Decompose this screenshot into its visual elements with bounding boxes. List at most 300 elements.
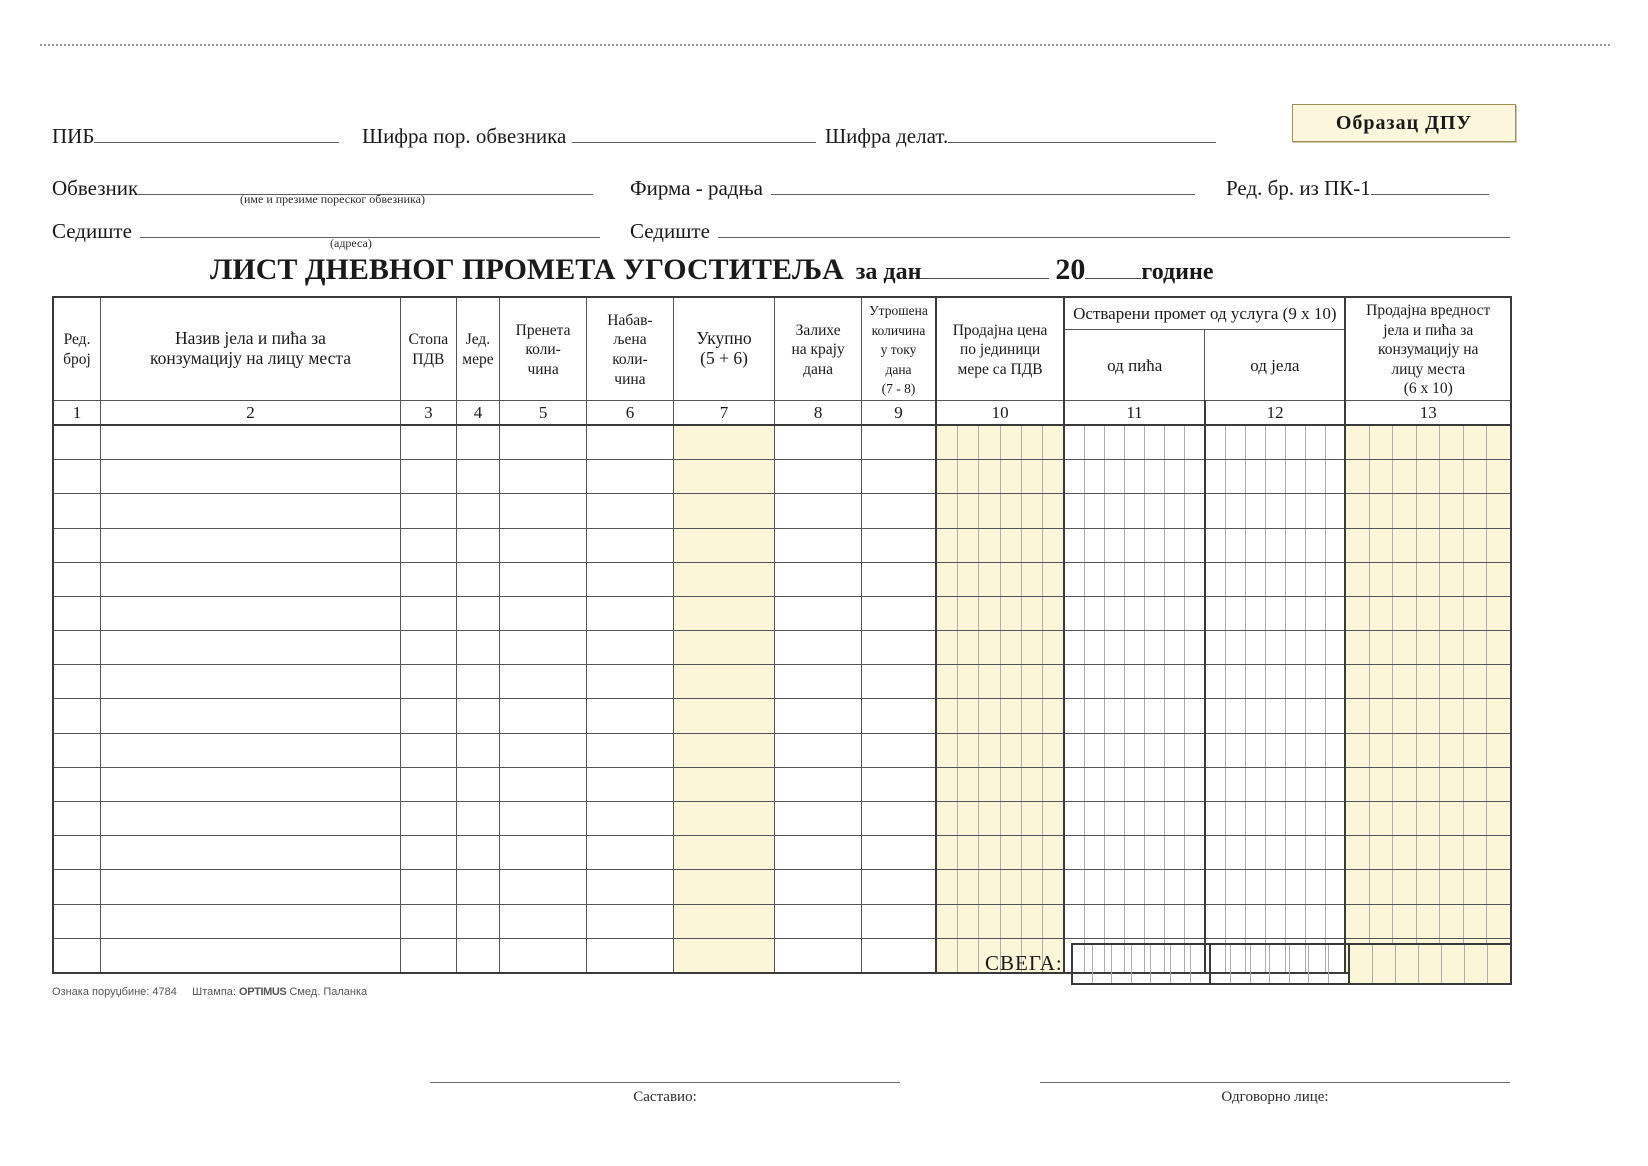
cell-col4[interactable] [456,460,499,494]
cell-col13[interactable] [1345,494,1511,528]
sub-cell[interactable] [1393,768,1417,801]
cell-col13[interactable] [1345,562,1511,596]
sub-cell[interactable] [1206,460,1226,493]
sub-cell[interactable] [1206,836,1226,869]
sub-cell[interactable] [1417,802,1441,835]
sub-cell[interactable] [1145,631,1165,664]
cell-col13[interactable] [1345,425,1511,460]
cell-col9[interactable] [862,596,936,630]
sub-cell[interactable] [1085,734,1105,767]
sub-cell[interactable] [1001,597,1022,630]
sub-cell[interactable] [1487,870,1510,903]
sub-cell[interactable] [1266,597,1286,630]
cell-col5[interactable] [500,836,587,870]
sub-cell[interactable] [1165,699,1185,732]
sub-cell[interactable] [958,529,979,562]
signature-responsible-line[interactable] [1040,1082,1510,1083]
cell-col3[interactable] [400,460,456,494]
sub-cell[interactable] [1417,563,1441,596]
cell-col8[interactable] [775,665,862,699]
cell-col3[interactable] [400,938,456,973]
cell-col1[interactable] [53,904,101,938]
sub-cell[interactable] [1464,905,1488,938]
sub-cell[interactable] [1073,945,1093,983]
sub-cell[interactable] [1065,631,1085,664]
cell-col11[interactable] [1064,767,1205,801]
sub-cell[interactable] [1226,426,1246,459]
cell-col7[interactable] [673,528,774,562]
sub-cell[interactable] [1001,836,1022,869]
cell-col9[interactable] [862,699,936,733]
sub-cell[interactable] [1001,460,1022,493]
sub-cell[interactable] [1393,802,1417,835]
sub-cell[interactable] [1105,460,1125,493]
cell-col3[interactable] [400,425,456,460]
sub-cell[interactable] [1370,665,1394,698]
sub-cell[interactable] [1266,836,1286,869]
sub-cell[interactable] [1001,768,1022,801]
sub-cell[interactable] [1464,563,1488,596]
cell-col4[interactable] [456,596,499,630]
cell-col13[interactable] [1345,733,1511,767]
sub-cell[interactable] [1464,426,1488,459]
sub-cell[interactable] [1165,836,1185,869]
sub-cell[interactable] [1226,768,1246,801]
sub-cell[interactable] [1145,529,1165,562]
cell-col13[interactable] [1345,904,1511,938]
sub-cell[interactable] [1022,836,1043,869]
sub-cell[interactable] [1105,426,1125,459]
sub-cell[interactable] [958,734,979,767]
sub-cell[interactable] [1226,870,1246,903]
cell-col2[interactable] [101,425,401,460]
sub-cell[interactable] [1185,426,1204,459]
sub-cell[interactable] [1417,631,1441,664]
cell-col5[interactable] [500,699,587,733]
sub-cell[interactable] [1145,836,1165,869]
sub-cell[interactable] [1206,631,1226,664]
cell-col12[interactable] [1205,665,1346,699]
cell-col12[interactable] [1205,802,1346,836]
sub-cell[interactable] [958,939,979,972]
sub-cell[interactable] [1001,563,1022,596]
cell-col13[interactable] [1345,836,1511,870]
signature-compiler-line[interactable] [430,1082,900,1083]
cell-col12[interactable] [1205,494,1346,528]
sub-cell[interactable] [1464,665,1488,698]
sub-cell[interactable] [1393,529,1417,562]
sub-cell[interactable] [1306,529,1326,562]
sub-cell[interactable] [1246,836,1266,869]
sub-cell[interactable] [1246,699,1266,732]
sub-cell[interactable] [1393,460,1417,493]
sub-cell[interactable] [1306,802,1326,835]
sub-cell[interactable] [1440,529,1464,562]
sub-cell[interactable] [1266,529,1286,562]
sub-cell[interactable] [1464,836,1488,869]
sub-cell[interactable] [1145,734,1165,767]
sub-cell[interactable] [1065,836,1085,869]
cell-col10[interactable] [936,562,1064,596]
sub-cell[interactable] [1465,945,1488,983]
sub-cell[interactable] [1487,460,1510,493]
sub-cell[interactable] [1326,699,1345,732]
sub-cell[interactable] [1306,870,1326,903]
sub-cell[interactable] [1464,631,1488,664]
cell-col4[interactable] [456,699,499,733]
cell-col11[interactable] [1064,802,1205,836]
sub-cell[interactable] [1326,870,1345,903]
sub-cell[interactable] [958,699,979,732]
sub-cell[interactable] [1286,699,1306,732]
sub-cell[interactable] [1326,631,1345,664]
sub-cell[interactable] [1350,945,1373,983]
cell-col8[interactable] [775,904,862,938]
cell-col1[interactable] [53,562,101,596]
cell-col8[interactable] [775,631,862,665]
sub-cell[interactable] [937,597,958,630]
cell-col5[interactable] [500,425,587,460]
sub-cell[interactable] [1266,426,1286,459]
sub-cell[interactable] [1085,597,1105,630]
sub-cell[interactable] [1442,945,1465,983]
sub-cell[interactable] [1286,768,1306,801]
sub-cell[interactable] [1065,768,1085,801]
sub-cell[interactable] [1185,529,1204,562]
cell-col11[interactable] [1064,562,1205,596]
sub-cell[interactable] [958,905,979,938]
sub-cell[interactable] [1246,597,1266,630]
cell-col11[interactable] [1064,733,1205,767]
sub-cell[interactable] [1346,734,1370,767]
cell-col13[interactable] [1345,870,1511,904]
field-pib-input[interactable] [94,127,339,143]
sub-cell[interactable] [1022,905,1043,938]
sub-cell[interactable] [1022,665,1043,698]
cell-col9[interactable] [862,425,936,460]
sub-cell[interactable] [1125,699,1145,732]
sub-cell[interactable] [1105,870,1125,903]
cell-col5[interactable] [500,767,587,801]
sub-cell[interactable] [1464,529,1488,562]
sub-cell[interactable] [1226,699,1246,732]
cell-col11[interactable] [1064,494,1205,528]
sub-cell[interactable] [1065,563,1085,596]
sub-cell[interactable] [1326,597,1345,630]
sub-cell[interactable] [1125,631,1145,664]
cell-col10[interactable] [936,425,1064,460]
cell-col6[interactable] [587,836,674,870]
cell-col10[interactable] [936,870,1064,904]
cell-col4[interactable] [456,767,499,801]
sub-cell[interactable] [1226,836,1246,869]
sub-cell[interactable] [1440,734,1464,767]
cell-col7[interactable] [673,425,774,460]
cell-col10[interactable] [936,460,1064,494]
sub-cell[interactable] [1125,563,1145,596]
cell-col7[interactable] [673,938,774,973]
sub-cell[interactable] [1346,768,1370,801]
cell-col6[interactable] [587,767,674,801]
cell-col10[interactable] [936,528,1064,562]
sub-cell[interactable] [979,836,1000,869]
cell-col3[interactable] [400,665,456,699]
sub-cell[interactable] [1487,802,1510,835]
sub-cell[interactable] [1393,734,1417,767]
cell-col3[interactable] [400,904,456,938]
sub-cell[interactable] [1440,836,1464,869]
sub-cell[interactable] [1488,945,1510,983]
sub-cell[interactable] [1001,870,1022,903]
sub-cell[interactable] [937,426,958,459]
sub-cell[interactable] [1093,945,1113,983]
sub-cell[interactable] [1211,945,1231,983]
sub-cell[interactable] [1487,426,1510,459]
cell-col5[interactable] [500,870,587,904]
sub-cell[interactable] [1105,494,1125,527]
cell-col7[interactable] [673,767,774,801]
sub-cell[interactable] [1370,836,1394,869]
cell-col5[interactable] [500,528,587,562]
cell-col8[interactable] [775,596,862,630]
sub-cell[interactable] [1246,426,1266,459]
sub-cell[interactable] [1105,665,1125,698]
sub-cell[interactable] [1286,734,1306,767]
sub-cell[interactable] [1165,870,1185,903]
sub-cell[interactable] [1022,699,1043,732]
cell-col13[interactable] [1345,665,1511,699]
cell-col4[interactable] [456,802,499,836]
sub-cell[interactable] [1125,426,1145,459]
sub-cell[interactable] [1346,870,1370,903]
sub-cell[interactable] [1022,597,1043,630]
cell-col6[interactable] [587,699,674,733]
sub-cell[interactable] [1165,665,1185,698]
cell-col10[interactable] [936,631,1064,665]
cell-col7[interactable] [673,494,774,528]
sub-cell[interactable] [1085,631,1105,664]
cell-col12[interactable] [1205,528,1346,562]
cell-col10[interactable] [936,733,1064,767]
sub-cell[interactable] [1001,905,1022,938]
sub-cell[interactable] [1043,802,1063,835]
cell-col9[interactable] [862,938,936,973]
sub-cell[interactable] [1185,494,1204,527]
sub-cell[interactable] [1246,802,1266,835]
sub-cell[interactable] [1306,563,1326,596]
cell-col1[interactable] [53,631,101,665]
cell-col5[interactable] [500,494,587,528]
cell-col12[interactable] [1205,870,1346,904]
sub-cell[interactable] [1306,494,1326,527]
sub-cell[interactable] [1464,494,1488,527]
sub-cell[interactable] [1022,631,1043,664]
sub-cell[interactable] [1185,870,1204,903]
cell-col3[interactable] [400,494,456,528]
sub-cell[interactable] [1226,905,1246,938]
cell-col13[interactable] [1345,699,1511,733]
cell-col9[interactable] [862,904,936,938]
sub-cell[interactable] [1145,597,1165,630]
sub-cell[interactable] [1306,460,1326,493]
sub-cell[interactable] [1246,734,1266,767]
sub-cell[interactable] [937,631,958,664]
sub-cell[interactable] [1266,460,1286,493]
sub-cell[interactable] [1231,945,1251,983]
sub-cell[interactable] [958,870,979,903]
sub-cell[interactable] [1226,563,1246,596]
cell-col2[interactable] [101,596,401,630]
sub-cell[interactable] [1306,836,1326,869]
cell-col6[interactable] [587,494,674,528]
sub-cell[interactable] [1145,494,1165,527]
sub-cell[interactable] [1105,563,1125,596]
cell-col7[interactable] [673,870,774,904]
sub-cell[interactable] [1105,905,1125,938]
cell-col2[interactable] [101,699,401,733]
sub-cell[interactable] [1417,699,1441,732]
sub-cell[interactable] [1085,563,1105,596]
sub-cell[interactable] [1487,734,1510,767]
sub-cell[interactable] [1185,597,1204,630]
sub-cell[interactable] [1346,631,1370,664]
cell-col12[interactable] [1205,562,1346,596]
sub-cell[interactable] [1105,699,1125,732]
sub-cell[interactable] [1464,870,1488,903]
sub-cell[interactable] [1346,563,1370,596]
sub-cell[interactable] [1266,802,1286,835]
cell-col1[interactable] [53,494,101,528]
cell-col7[interactable] [673,596,774,630]
cell-col13[interactable] [1345,596,1511,630]
sub-cell[interactable] [1370,460,1394,493]
sub-cell[interactable] [1309,945,1329,983]
sub-cell[interactable] [979,768,1000,801]
sub-cell[interactable] [1001,699,1022,732]
sub-cell[interactable] [1487,494,1510,527]
sub-cell[interactable] [1346,699,1370,732]
cell-col3[interactable] [400,562,456,596]
sub-cell[interactable] [1286,631,1306,664]
cell-col4[interactable] [456,836,499,870]
sub-cell[interactable] [1487,768,1510,801]
sub-cell[interactable] [1043,529,1063,562]
cell-col1[interactable] [53,596,101,630]
sub-cell[interactable] [1065,699,1085,732]
sub-cell[interactable] [1085,768,1105,801]
cell-col7[interactable] [673,562,774,596]
sub-cell[interactable] [1043,905,1063,938]
sub-cell[interactable] [958,597,979,630]
sub-cell[interactable] [1145,563,1165,596]
sub-cell[interactable] [1226,802,1246,835]
sub-cell[interactable] [1246,870,1266,903]
sub-cell[interactable] [1065,802,1085,835]
cell-col9[interactable] [862,528,936,562]
sub-cell[interactable] [1393,494,1417,527]
cell-col5[interactable] [500,802,587,836]
cell-col9[interactable] [862,836,936,870]
cell-col10[interactable] [936,665,1064,699]
sub-cell[interactable] [1326,563,1345,596]
cell-col12[interactable] [1205,460,1346,494]
sub-cell[interactable] [979,699,1000,732]
sub-cell[interactable] [1487,597,1510,630]
sub-cell[interactable] [1165,631,1185,664]
sub-cell[interactable] [1145,802,1165,835]
sub-cell[interactable] [1001,665,1022,698]
sub-cell[interactable] [1001,529,1022,562]
sub-cell[interactable] [1487,699,1510,732]
sub-cell[interactable] [1417,870,1441,903]
sub-cell[interactable] [1206,734,1226,767]
cell-col3[interactable] [400,596,456,630]
cell-col3[interactable] [400,528,456,562]
sub-cell[interactable] [979,870,1000,903]
sub-cell[interactable] [937,699,958,732]
sub-cell[interactable] [1246,460,1266,493]
sub-cell[interactable] [1326,494,1345,527]
sub-cell[interactable] [1393,426,1417,459]
sub-cell[interactable] [1417,665,1441,698]
sub-cell[interactable] [1306,426,1326,459]
sub-cell[interactable] [1487,563,1510,596]
sub-cell[interactable] [1105,734,1125,767]
sub-cell[interactable] [1440,905,1464,938]
sub-cell[interactable] [958,494,979,527]
sub-cell[interactable] [1065,665,1085,698]
sub-cell[interactable] [1226,529,1246,562]
cell-col10[interactable] [936,802,1064,836]
cell-col12[interactable] [1205,733,1346,767]
sub-cell[interactable] [1065,870,1085,903]
sub-cell[interactable] [1440,870,1464,903]
sub-cell[interactable] [1370,905,1394,938]
sub-cell[interactable] [1206,563,1226,596]
cell-col2[interactable] [101,631,401,665]
sub-cell[interactable] [979,734,1000,767]
sub-cell[interactable] [1370,734,1394,767]
cell-col3[interactable] [400,836,456,870]
sub-cell[interactable] [1043,631,1063,664]
cell-col1[interactable] [53,733,101,767]
sub-cell[interactable] [1043,836,1063,869]
sub-cell[interactable] [979,529,1000,562]
sub-cell[interactable] [937,494,958,527]
sub-cell[interactable] [1185,460,1204,493]
sub-cell[interactable] [1125,734,1145,767]
cell-col1[interactable] [53,665,101,699]
cell-col8[interactable] [775,870,862,904]
cell-col2[interactable] [101,528,401,562]
cell-col5[interactable] [500,938,587,973]
sub-cell[interactable] [1326,768,1345,801]
cell-col6[interactable] [587,425,674,460]
cell-col11[interactable] [1064,870,1205,904]
sub-cell[interactable] [1464,734,1488,767]
cell-col10[interactable] [936,596,1064,630]
sub-cell[interactable] [1085,529,1105,562]
cell-col7[interactable] [673,733,774,767]
sub-cell[interactable] [937,768,958,801]
sub-cell[interactable] [937,802,958,835]
sub-cell[interactable] [1393,665,1417,698]
cell-col13[interactable] [1345,631,1511,665]
sub-cell[interactable] [1346,836,1370,869]
sub-cell[interactable] [1145,426,1165,459]
cell-col5[interactable] [500,733,587,767]
sub-cell[interactable] [1206,665,1226,698]
